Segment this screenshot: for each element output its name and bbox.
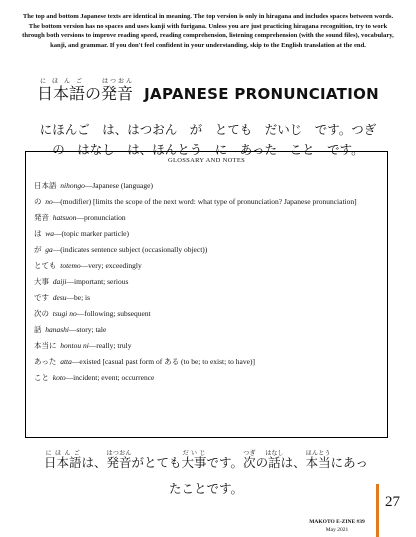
intro-paragraph: The top and bottom Japanese texts are identical in meaning. The top version is only in hiragana and includes spaces between words. The bottom version has no spaces and uses kanji with furigana. Unless you are just practicing hiragana recognition, try to work through both versions to improve reading speed, reading comprehension, listening comprehension (with the sound files), vocabulary, kanji, and grammar. If you don't feel confident in your understanding, skip to the English translation at the end. xyxy=(22,13,394,49)
glossary-term: 発音 xyxy=(34,212,49,222)
kanji-word: 次つぎ xyxy=(243,450,256,470)
kanji-word: 日本語にほんご xyxy=(43,450,82,470)
glossary-romaji: wa xyxy=(45,228,55,238)
glossary-romaji: nihongo xyxy=(60,181,85,190)
glossary-definition: —pronunciation xyxy=(76,212,126,222)
glossary-entry xyxy=(34,197,379,207)
glossary-definition: —(indicates sentence subject (occasionally object)) xyxy=(52,244,208,254)
glossary-romaji: hatsuon xyxy=(52,212,77,222)
glossary-definition: —existed [casual past form of ある (to be; to exist; to have)] xyxy=(71,356,255,366)
glossary-romaji: desu xyxy=(52,292,67,302)
glossary-definition: —(topic marker particle) xyxy=(54,228,129,238)
glossary-entry xyxy=(34,325,379,335)
glossary-romaji: no xyxy=(45,196,53,206)
glossary-box xyxy=(25,151,388,438)
glossary-entry xyxy=(34,261,379,271)
glossary-entry xyxy=(34,357,379,367)
glossary-definition: —be; is xyxy=(66,292,91,302)
glossary-romaji: totemo xyxy=(60,260,81,270)
glossary-term: は xyxy=(34,228,42,238)
glossary-term: とても xyxy=(34,260,57,270)
glossary-title: GLOSSARY AND NOTES xyxy=(167,157,246,164)
glossary-romaji: ga xyxy=(45,244,53,254)
glossary-definition: —important; serious xyxy=(66,276,129,286)
glossary-definition: —following; subsequent xyxy=(76,308,151,318)
glossary-entry xyxy=(34,277,379,287)
glossary-entry xyxy=(34,373,379,383)
glossary-entry xyxy=(34,309,379,319)
glossary-term: こと xyxy=(34,372,49,382)
kanji-text xyxy=(40,450,372,502)
kanji-word: 発音はつおん xyxy=(106,450,132,470)
glossary-romaji: hontou ni xyxy=(60,340,89,350)
glossary-entry xyxy=(34,181,379,191)
kanji-word: 大事だいじ xyxy=(181,450,207,470)
kana-segment: がとても xyxy=(131,455,182,470)
glossary-term: の xyxy=(34,196,42,206)
glossary-term: 大事 xyxy=(34,276,49,286)
page-accent-rule xyxy=(376,484,379,537)
glossary-entry xyxy=(34,341,379,351)
glossary-term: 日本語 xyxy=(34,181,57,190)
glossary-definition: —Japanese (language) xyxy=(84,181,153,190)
title-particle: の xyxy=(85,84,102,103)
kana-segment: です。 xyxy=(206,455,244,470)
title-word: 発音はつおん xyxy=(101,78,134,103)
title-japanese xyxy=(37,78,138,103)
kana-segment: は、 xyxy=(280,455,306,470)
zine-footer xyxy=(304,519,370,534)
hiragana-text: にほんご は、はつおん が とても だいじ です。つぎ の はなし は、ほんとう に あった こと です。 xyxy=(39,122,389,157)
glossary-term: 次の xyxy=(34,308,49,318)
glossary-term: 本当に xyxy=(34,340,57,350)
title-word: 日本語にほんご xyxy=(37,78,86,103)
zine-date: May 2021 xyxy=(325,526,349,533)
page-number: 27 xyxy=(385,494,400,510)
glossary-entry xyxy=(34,293,379,303)
kanji-word: 話はなし xyxy=(265,450,284,470)
glossary-romaji: tsugi no xyxy=(52,308,77,318)
kana-segment: にあったことです。 xyxy=(168,455,369,496)
glossary-term: です xyxy=(34,292,49,302)
glossary-definition: —really; truly xyxy=(88,340,132,350)
kana-segment: は、 xyxy=(81,455,107,470)
glossary-entry xyxy=(34,213,379,223)
page-title xyxy=(0,78,416,104)
kana-segment: の xyxy=(255,455,269,470)
glossary-romaji: atta xyxy=(60,356,72,366)
glossary-definition: —incident; event; occurrence xyxy=(65,372,155,382)
glossary-romaji: koto xyxy=(52,372,66,382)
glossary-term: 話 xyxy=(34,324,42,334)
glossary-romaji: daiji xyxy=(52,276,67,286)
glossary-definition: —story; tale xyxy=(69,324,107,334)
title-english: JAPANESE PRONUNCIATION xyxy=(144,85,379,103)
glossary-term: が xyxy=(34,244,42,254)
glossary-entry xyxy=(34,245,379,255)
kanji-word: 本当ほんとう xyxy=(305,450,331,470)
glossary-definition: —very; exceedingly xyxy=(80,260,142,270)
zine-name: MAKOTO E-ZINE #39 xyxy=(309,519,365,525)
glossary-romaji: hanashi xyxy=(45,324,70,334)
glossary-list xyxy=(34,181,379,382)
glossary-term: あった xyxy=(34,356,57,366)
glossary-definition: —(modifier) [limits the scope of the next word: what type of pronunciation? Japanese pronunciation] xyxy=(52,196,357,206)
glossary-entry xyxy=(34,229,379,239)
